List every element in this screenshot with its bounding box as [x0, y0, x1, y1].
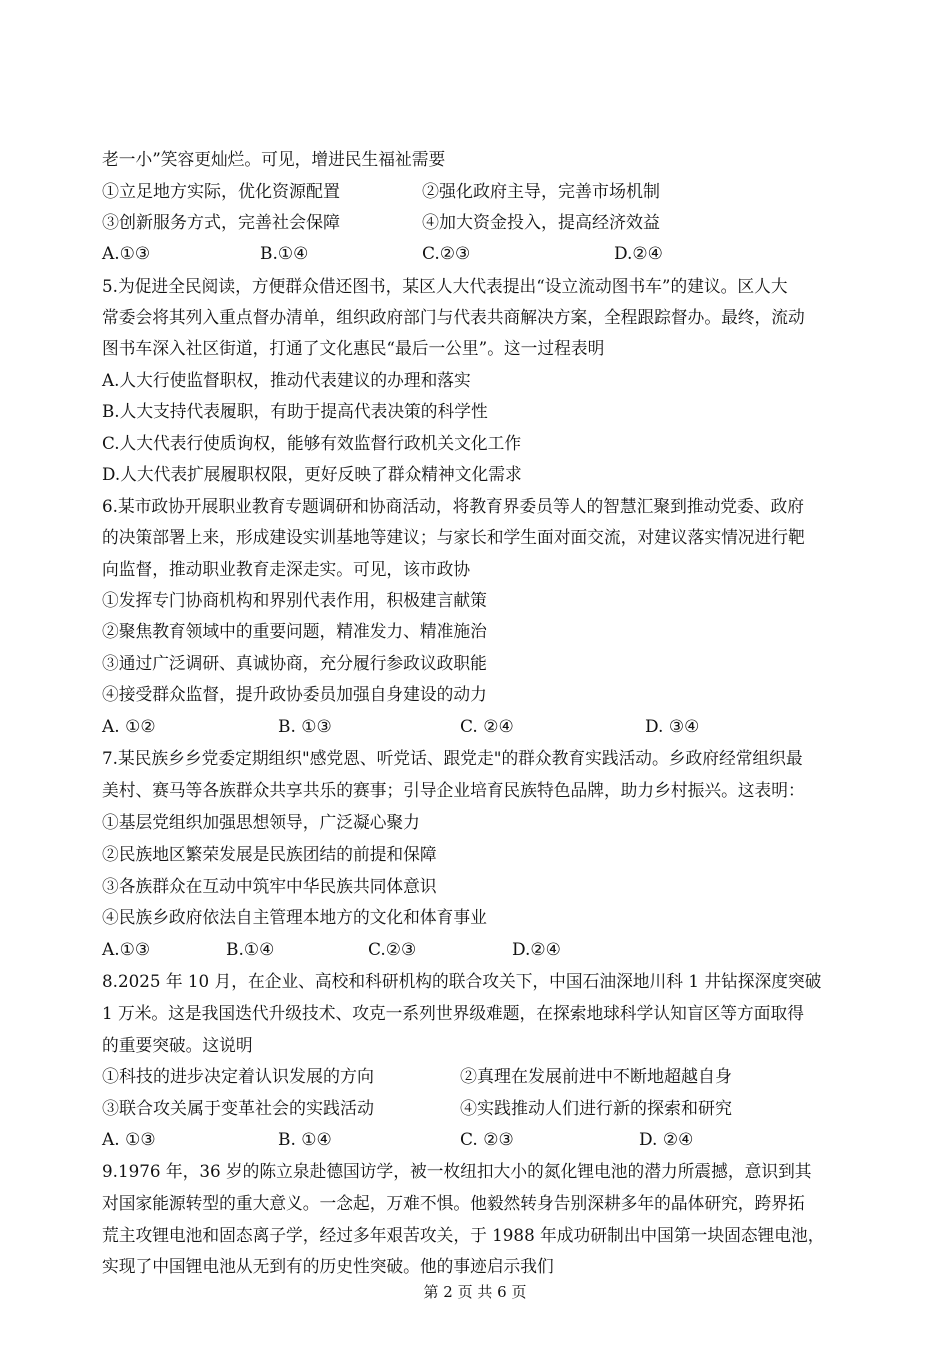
q4-stem-tail: 老一小”笑容更灿烂。可见，增进民生福祉需要: [102, 150, 446, 170]
q6-statement-3: ③通过广泛调研、真诚协商，充分履行参政议政职能: [102, 654, 487, 674]
q8-option-2: ②真理在发展前进中不断地超越自身: [460, 1067, 732, 1087]
q7-stem-line-2: 美村、赛马等各族群众共享共乐的赛事；引导企业培育民族特色品牌，助力乡村振兴。这表明：: [102, 781, 805, 801]
q7-statement-2: ②民族地区繁荣发展是民族团结的前提和保障: [102, 845, 437, 865]
q8-options-row-1: [102, 1066, 862, 1088]
q9-stem-line-3: 荒主攻锂电池和固态离子学，经过多年艰苦攻关，于 1988 年成功研制出中国第一块固态锂电池，: [102, 1226, 825, 1246]
q8-option-3: ③联合攻关属于变革社会的实践活动: [102, 1099, 374, 1119]
q8-choice-b: B. ①④: [278, 1130, 332, 1150]
q9-stem-line-2: 对国家能源转型的重大意义。一念起，万难不惧。他毅然转身告别深耕多年的晶体研究，跨界拓: [102, 1194, 805, 1214]
q8-stem-line-3: 的重要突破。这说明: [102, 1036, 253, 1056]
q7-choice-c: C.②③: [368, 940, 417, 960]
q8-stem-line-2: 1 万米。这是我国迭代升级技术、攻克一系列世界级难题，在探索地球科学认知盲区等方面取得: [102, 1004, 804, 1024]
q5-option-a: A.人大行使监督职权，推动代表建议的办理和落实: [102, 371, 471, 391]
q6-statement-2: ②聚焦教育领域中的重要问题，精准发力、精准施治: [102, 622, 487, 642]
q4-option-2: ②强化政府主导，完善市场机制: [422, 182, 660, 202]
q4-option-1: ①立足地方实际，优化资源配置: [102, 182, 340, 202]
q6-statement-1: ①发挥专门协商机构和界别代表作用，积极建言献策: [102, 591, 487, 611]
q8-choice-c: C. ②③: [460, 1130, 514, 1150]
q7-choice-b: B.①④: [226, 940, 275, 960]
q8-choice-a: A. ①③: [102, 1130, 156, 1150]
q8-stem-line-1: 8.2025 年 10 月，在企业、高校和科研机构的联合攻关下，中国石油深地川科 1 井钻探深度突破: [102, 972, 822, 992]
q7-choices: [102, 939, 862, 961]
q6-choice-c: C. ②④: [460, 717, 514, 737]
q7-choice-a: A.①③: [102, 940, 151, 960]
q6-stem-line-1: 6.某市政协开展职业教育专题调研和协商活动，将教育界委员等人的智慧汇聚到推动党委、政府: [102, 497, 804, 517]
q6-choice-d: D. ③④: [645, 717, 700, 737]
q7-statement-4: ④民族乡政府依法自主管理本地方的文化和体育事业: [102, 908, 487, 928]
q5-stem-line-2: 常委会将其列入重点督办清单，组织政府部门与代表共商解决方案，全程跟踪督办。最终，流动: [102, 308, 805, 328]
q9-stem-line-4: 实现了中国锂电池从无到有的历史性突破。他的事迹启示我们: [102, 1257, 554, 1277]
q5-option-c: C.人大代表行使质询权，能够有效监督行政机关文化工作: [102, 434, 522, 454]
q6-statement-4: ④接受群众监督，提升政协委员加强自身建设的动力: [102, 685, 487, 705]
q7-statement-3: ③各族群众在互动中筑牢中华民族共同体意识: [102, 877, 437, 897]
q8-choices: [102, 1129, 862, 1151]
q4-choice-d: D.②④: [614, 244, 663, 264]
q5-stem-line-1: 5.为促进全民阅读，方便群众借还图书，某区人大代表提出“设立流动图书车”的建议。区人大: [102, 277, 788, 297]
q4-option-4: ④加大资金投入，提高经济效益: [422, 213, 660, 233]
q6-stem-line-2: 的决策部署上来，形成建设实训基地等建议；与家长和学生面对面交流，对建议落实情况进行靶: [102, 528, 805, 548]
q4-options-row-2: [102, 212, 862, 234]
q5-option-d: D.人大代表扩展履职权限，更好反映了群众精神文化需求: [102, 465, 522, 485]
q7-choice-d: D.②④: [512, 940, 561, 960]
q7-statement-1: ①基层党组织加强思想领导，广泛凝心聚力: [102, 813, 420, 833]
q8-options-row-2: [102, 1098, 862, 1120]
q6-choice-b: B. ①③: [278, 717, 332, 737]
q4-choice-b: B.①④: [260, 244, 309, 264]
q4-options-row-1: [102, 181, 862, 203]
q6-choices: [102, 716, 862, 738]
q4-choice-c: C.②③: [422, 244, 471, 264]
q8-choice-d: D. ②④: [639, 1130, 694, 1150]
q5-option-b: B.人大支持代表履职，有助于提高代表决策的科学性: [102, 402, 488, 422]
q7-stem-line-1: 7.某民族乡乡党委定期组织"感党恩、听党话、跟党走"的群众教育实践活动。乡政府经常组织最: [102, 749, 803, 769]
q4-choice-a: A.①③: [102, 244, 151, 264]
q9-stem-line-1: 9.1976 年，36 岁的陈立泉赴德国访学，被一枚纽扣大小的氮化锂电池的潜力所震撼，意识到其: [102, 1162, 812, 1182]
q6-stem-line-3: 向监督，推动职业教育走深走实。可见，该市政协: [102, 560, 471, 580]
q8-option-4: ④实践推动人们进行新的探索和研究: [460, 1099, 732, 1119]
q8-option-1: ①科技的进步决定着认识发展的方向: [102, 1067, 374, 1087]
q4-choices: [102, 243, 862, 265]
q4-option-3: ③创新服务方式，完善社会保障: [102, 213, 340, 233]
q5-stem-line-3: 图书车深入社区街道，打通了文化惠民“最后一公里”。这一过程表明: [102, 339, 605, 359]
page-number-footer: 第 2 页 共 6 页: [423, 1283, 527, 1301]
q6-choice-a: A. ①②: [102, 717, 156, 737]
